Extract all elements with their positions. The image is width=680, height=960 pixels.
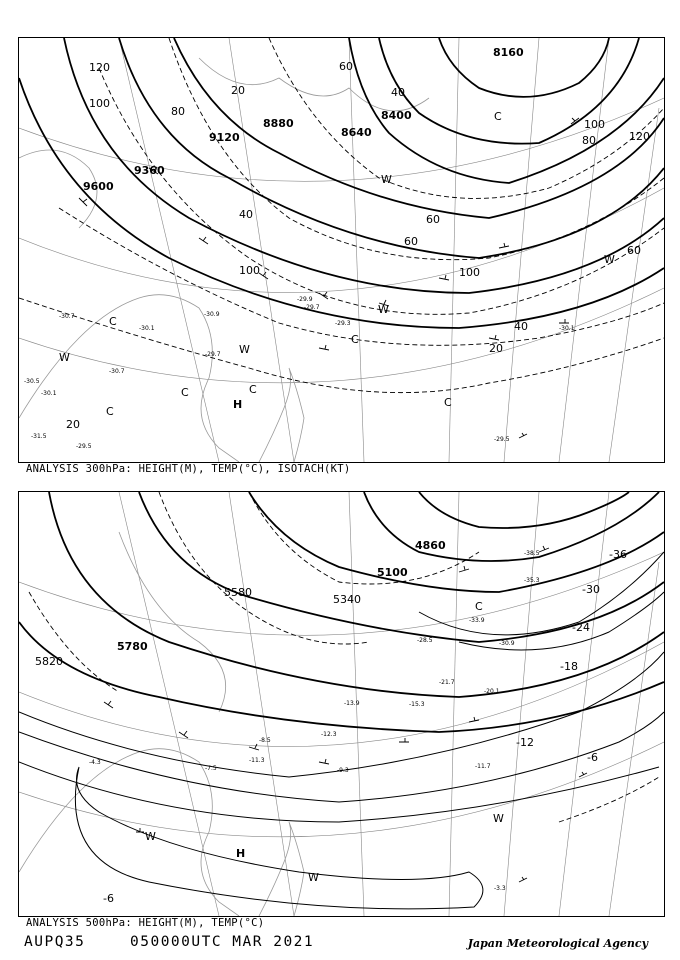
temp-label: -30.7 — [59, 313, 75, 320]
isotach-label: 80 — [171, 105, 185, 118]
station-value: -8.5 — [259, 737, 271, 744]
warm-center: W — [145, 830, 156, 843]
isotach-label: 20 — [66, 418, 80, 431]
caption-300hpa: ANALYSIS 300hPa: HEIGHT(M), TEMP(°C), ISOTACH(KT) — [26, 463, 351, 475]
cold-center: C — [494, 110, 502, 123]
station-value: -38.5 — [524, 550, 540, 557]
height-label: 5100 — [377, 566, 408, 579]
warm-center: W — [604, 253, 615, 266]
temp-label: -30.1 — [559, 325, 575, 332]
isotherm-label: -30 — [582, 583, 600, 596]
station-value: -11.7 — [475, 763, 491, 770]
temp-label: -29.5 — [76, 443, 92, 450]
isotach-label: 100 — [584, 118, 605, 131]
coastline — [19, 532, 304, 916]
temperature-contours — [19, 38, 664, 393]
station-value: -15.3 — [409, 701, 425, 708]
height-label: 5580 — [224, 586, 252, 599]
height-label: 9120 — [209, 131, 240, 144]
high-center: H — [236, 847, 246, 860]
station-value: -13.9 — [344, 700, 360, 707]
warm-center: W — [308, 871, 319, 884]
temp-label: -30.1 — [139, 325, 155, 332]
cold-center: C — [106, 405, 114, 418]
high-center: H — [233, 398, 243, 411]
temp-label: -31.5 — [31, 433, 47, 440]
height-label: 9600 — [83, 180, 114, 193]
isotach-label: 100 — [239, 264, 260, 277]
temp-label: -29.7 — [304, 304, 320, 311]
temp-label: -30.9 — [204, 311, 220, 318]
isotherm-label: -6 — [103, 892, 114, 905]
isotherm-label: -18 — [560, 660, 578, 673]
graticule — [19, 492, 664, 916]
isotach-label: 120 — [89, 61, 110, 74]
station-value: -3.3 — [494, 885, 506, 892]
map-panel-500hpa — [18, 491, 665, 917]
isotherm-label: -6 — [587, 751, 598, 764]
isotach-label: 80 — [582, 134, 596, 147]
height-label: 4860 — [415, 539, 446, 552]
isotach-label: 40 — [391, 86, 405, 99]
cold-center: C — [351, 333, 359, 346]
station-value: -21.7 — [439, 679, 455, 686]
temp-label: -29.5 — [494, 436, 510, 443]
height-label: 5820 — [35, 655, 63, 668]
temp-label: -29.9 — [297, 296, 313, 303]
isotach-label: 20 — [489, 342, 503, 355]
warm-center: W — [239, 343, 250, 356]
isotach-label: 100 — [459, 266, 480, 279]
cold-center: C — [181, 386, 189, 399]
cold-center: C — [444, 396, 452, 409]
station-value: -28.5 — [417, 637, 433, 644]
temp-label: -29.7 — [205, 351, 221, 358]
map-300hpa-chart — [19, 38, 664, 462]
warm-center: W — [493, 812, 504, 825]
cold-center: C — [109, 315, 117, 328]
station-value: -20.1 — [484, 688, 500, 695]
agency-name: Japan Meteorological Agency — [467, 937, 648, 950]
product-code: AUPQ35 — [24, 934, 86, 950]
caption-500hpa: ANALYSIS 500hPa: HEIGHT(M), TEMP(°C) — [26, 917, 265, 929]
cold-center: C — [249, 383, 257, 396]
station-value: -11.3 — [249, 757, 265, 764]
height-label: 5780 — [117, 640, 148, 653]
station-value: -12.3 — [321, 731, 337, 738]
height-label: 9360 — [134, 164, 165, 177]
temp-label: -30.1 — [41, 390, 57, 397]
station-value: -4.3 — [89, 759, 101, 766]
isotherm-label: -12 — [516, 736, 534, 749]
temp-label: -30.5 — [24, 378, 40, 385]
station-value: -35.3 — [524, 577, 540, 584]
height-label: 5340 — [333, 593, 361, 606]
height-label: 8160 — [493, 46, 524, 59]
station-value: -30.9 — [499, 640, 515, 647]
map-panel-300hpa — [18, 37, 665, 463]
station-value: -9.3 — [337, 767, 349, 774]
warm-center: W — [378, 303, 389, 316]
isotach-label: 120 — [629, 130, 650, 143]
isotach-label: 60 — [627, 244, 641, 257]
isotherm-label: -24 — [572, 621, 590, 634]
isotach-label: 40 — [514, 320, 528, 333]
warm-center: W — [381, 173, 392, 186]
height-label: 8400 — [381, 109, 412, 122]
isotach-label: 20 — [231, 84, 245, 97]
isotach-label: 60 — [426, 213, 440, 226]
station-value: -33.9 — [469, 617, 485, 624]
height-label: 8880 — [263, 117, 294, 130]
height-contours — [19, 492, 664, 732]
height-label: 8640 — [341, 126, 372, 139]
cold-center: C — [475, 600, 483, 613]
graticule — [19, 38, 664, 462]
isotach-label: 100 — [89, 97, 110, 110]
isotach-label: 40 — [239, 208, 253, 221]
map-500hpa-chart — [19, 492, 664, 916]
isotherm-label: -36 — [609, 548, 627, 561]
valid-time: 050000UTC MAR 2021 — [130, 934, 315, 950]
isotach-label: 60 — [404, 235, 418, 248]
temp-label: -29.3 — [335, 320, 351, 327]
temp-label: -30.7 — [109, 368, 125, 375]
station-value: -7.5 — [205, 765, 217, 772]
warm-center: W — [59, 351, 70, 364]
isotach-label: 60 — [339, 60, 353, 73]
